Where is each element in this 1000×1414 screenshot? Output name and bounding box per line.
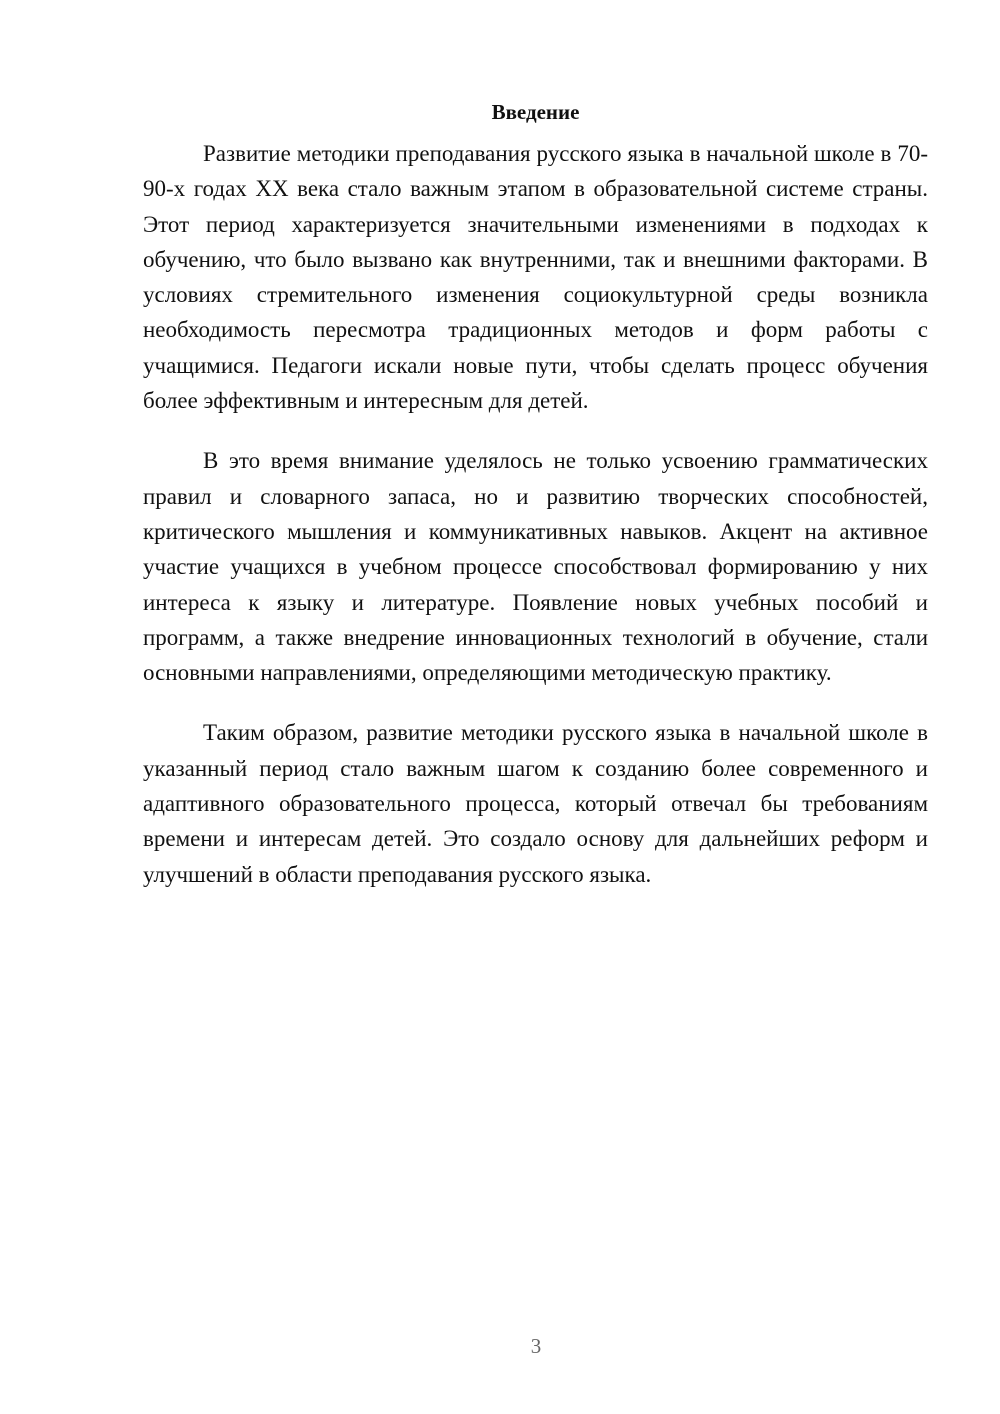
paragraph-3: Таким образом, развитие методики русского языка в начальной школе в указанный период стало важным шагом к созданию более современного и адаптивного образовательного процесса, который отвечал бы требованиям времени и интересам детей. Это создало основу для дальнейших реформ и улучшений в области преподавания русского языка. bbox=[143, 720, 928, 887]
paragraph-2: В это время внимание уделялось не только усвоению грамматических правил и словарного запаса, но и развитию творческих способностей, критического мышления и коммуникативных навыков. Акцент на активное участие учащихся в учебном процессе способствовал формированию у них интереса к языку и литературе. Появление новых учебных пособий и программ, а также внедрение инновационных технологий в обучение, стали основными направлениями, определяющими методическую практику. bbox=[143, 448, 928, 686]
page-title: Введение bbox=[491, 100, 580, 124]
paragraph-1: Развитие методики преподавания русского языка в начальной школе в 70-90-х годах XX века стало важным этапом в образовательной системе страны. Этот период характеризуется значительными изменениями в подходах к обучению, что было вызвано как внутренними, так и внешними факторами. В условиях стремительного изменения социокультурной среды возникла необходимость пересмотра традиционных методов и форм работы с учащимися. Педагоги искали новые пути, чтобы сделать процесс обучения более эффективным и интересным для детей. bbox=[143, 141, 928, 414]
page-content bbox=[143, 94, 928, 892]
page-number: 3 bbox=[530, 1334, 542, 1358]
